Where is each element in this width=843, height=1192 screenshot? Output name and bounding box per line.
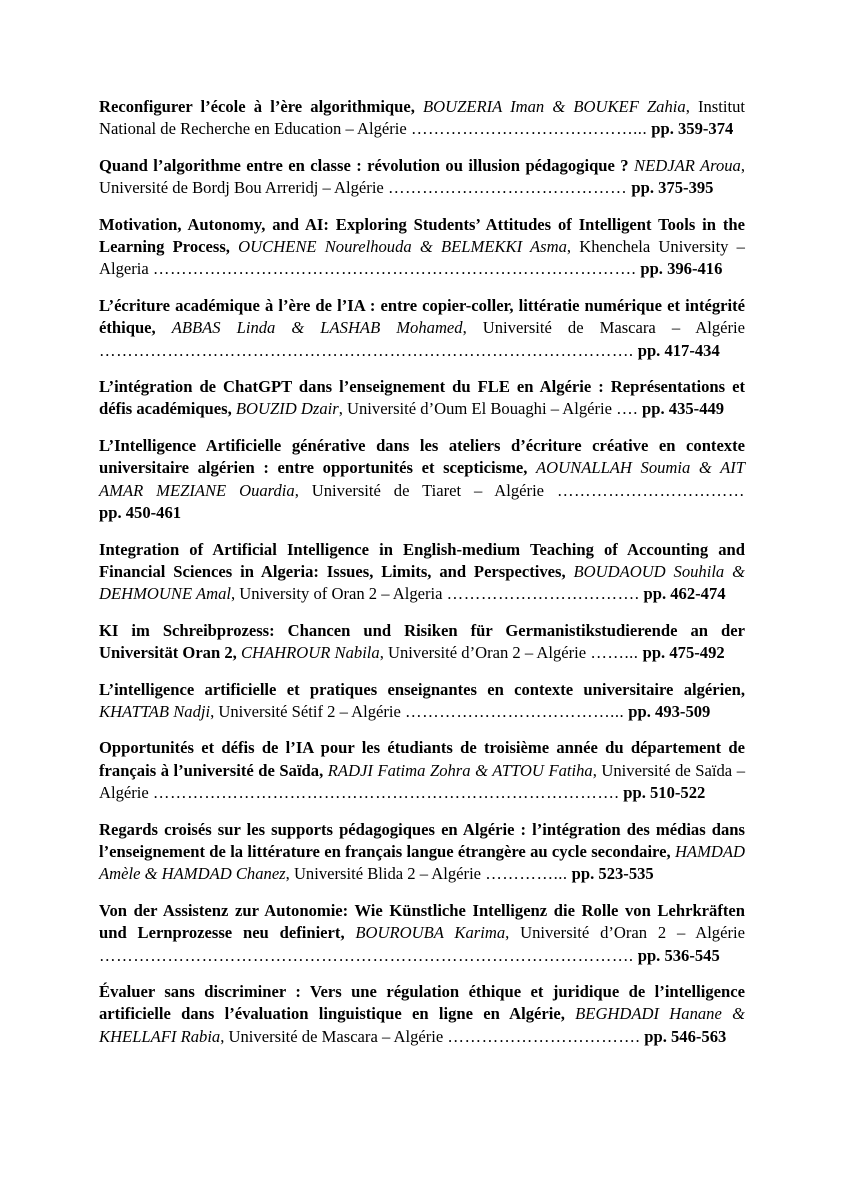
entry-authors: HAMDAD Amèle & HAMDAD Chanez (99, 841, 745, 884)
toc-entry (99, 376, 745, 421)
entry-dot-leader: …………………………………… (387, 178, 628, 198)
toc-entry (99, 620, 745, 665)
entry-authors: KHATTAB Nadji (99, 701, 211, 721)
entry-affiliation: , Khenchela University – Algeria (99, 237, 745, 279)
entry-title: KI im Schreibprozess: Chancen und Risiken für Germanistikstudierende an der Universität Oran 2, (99, 620, 745, 663)
entry-authors: BEGHDADI Hanane & KHELLAFI Rabia (99, 1004, 746, 1046)
entry-pages: pp. 546-563 (640, 1026, 727, 1046)
entry-authors: ABBAS Linda & LASHAB Mohamed (171, 318, 463, 338)
entry-title: Regards croisés sur les supports pédagogiques en Algérie : l’intégration des médias dans l’enseignement de la littérature en français langue étrangère au cycle secondaire, (99, 819, 745, 861)
entry-pages: pp. 493-509 (624, 701, 711, 721)
entry-authors: BOUZID Dzair (235, 399, 339, 419)
entry-dot-leader: ……………………………. (447, 1026, 641, 1046)
toc-entry (99, 981, 745, 1048)
entry-dot-leader: ……... (590, 643, 639, 663)
entry-authors: BOUZERIA Iman & BOUKEF Zahia (423, 97, 686, 116)
toc-entry (99, 737, 745, 804)
entry-affiliation: , Université Blida 2 – Algérie (285, 864, 486, 884)
toc-entry (99, 435, 745, 525)
entry-title: Quand l’algorithme entre en classe : révolution ou illusion pédagogique ? (99, 155, 635, 175)
entry-affiliation: , Université d’Oran 2 – Algérie (379, 643, 591, 663)
entry-dot-leader: …. (616, 399, 638, 419)
toc-entry (99, 96, 745, 141)
entry-dot-leader: …………………………………………………………………………………. (99, 945, 634, 965)
entry-affiliation: , Université de Tiaret – Algérie (294, 480, 557, 500)
entry-pages: pp. 417-434 (633, 340, 720, 360)
entry-pages: pp. 510-522 (619, 783, 706, 803)
entry-title: L’intégration de ChatGPT dans l’enseignement du FLE en Algérie : Représentations et défis académiques, (99, 377, 745, 419)
entry-dot-leader: …………………………………………………………………………………. (99, 340, 634, 360)
entry-pages: pp. 475-492 (638, 643, 725, 663)
entry-title: Von der Assistenz zur Autonomie: Wie Künstliche Intelligenz die Rolle von Lehrkräften und Lernprozesse neu definiert, (99, 900, 745, 943)
entry-affiliation: , Université de Mascara – Algérie (462, 318, 745, 338)
entry-dot-leader: ……………………………. (446, 584, 640, 604)
entry-authors: CHAHROUR Nabila (240, 643, 380, 663)
entry-affiliation: , Université d’Oum El Bouaghi – Algérie (338, 399, 617, 419)
entry-title: Évaluer sans discriminer : Vers une régulation éthique et juridique de l’intelligence artificielle dans l’évaluation linguistique en ligne en Algérie, (99, 982, 745, 1024)
entry-pages: pp. 523-535 (567, 864, 654, 884)
entry-authors: RADJI Fatima Zohra & ATTOU Fatiha (327, 760, 593, 780)
entry-dot-leader: ………………………………... (405, 701, 625, 721)
toc-entry (99, 900, 745, 967)
entry-pages: pp. 359-374 (647, 119, 734, 139)
entry-pages: pp. 462-474 (639, 584, 726, 604)
entry-affiliation: , Université d’Oran 2 – Algérie (505, 923, 745, 943)
entry-affiliation: , Université Sétif 2 – Algérie (210, 701, 406, 721)
entry-title: L’Intelligence Artificielle générative dans les ateliers d’écriture créative en contexte universitaire algérien : entre opportunités et scepticisme, (99, 435, 745, 478)
entry-title: Reconfigurer l’école à l’ère algorithmique, (99, 97, 424, 116)
toc-entry (99, 819, 745, 886)
entry-dot-leader: ………………………………………………………………………. (152, 783, 620, 803)
entry-pages: pp. 396-416 (636, 259, 723, 279)
entry-pages: pp. 450-461 (99, 503, 182, 523)
entry-dot-leader: …………………………… (556, 480, 745, 500)
toc-entry (99, 679, 745, 724)
entry-title: Motivation, Autonomy, and AI: Exploring Students’ Attitudes of Intelligent Tools in the Learning Process, (99, 214, 745, 257)
entry-authors: AOUNALLAH Soumia & AIT AMAR MEZIANE Ouardia (99, 458, 745, 500)
entry-pages: pp. 375-395 (627, 178, 714, 198)
entry-authors: BOUDAOUD Souhila & DEHMOUNE Amal (99, 561, 745, 604)
entry-affiliation: , Institut National de Recherche en Education – Algérie (99, 97, 745, 139)
entry-title: L’écriture académique à l’ère de l’IA : entre copier-coller, littératie numérique et intégrité éthique, (99, 295, 745, 338)
toc-entry (99, 539, 745, 606)
toc-entry (99, 214, 745, 281)
toc-entry (99, 155, 745, 200)
entry-authors: NEDJAR Aroua (634, 155, 741, 175)
toc-page (99, 96, 745, 1062)
entry-dot-leader: …………………………………………………………………………. (152, 259, 637, 279)
entry-pages: pp. 536-545 (633, 945, 720, 965)
entry-authors: BOUROUBA Karima (355, 923, 506, 943)
toc-entry (99, 295, 745, 362)
entry-authors: OUCHENE Nourelhouda & BELMEKKI Asma (238, 237, 567, 257)
entry-affiliation: , University of Oran 2 – Algeria (230, 584, 447, 604)
entry-affiliation: , Université de Mascara – Algérie (220, 1026, 448, 1046)
entry-title: Opportunités et défis de l’IA pour les étudiants de troisième année du département de français à l’université de Saïda, (99, 738, 745, 780)
entry-affiliation: , Université de Saïda – Algérie (99, 760, 745, 803)
entry-dot-leader: …………………………………... (410, 119, 648, 139)
entry-dot-leader: …………... (485, 864, 568, 884)
entry-title: Integration of Artificial Intelligence in English-medium Teaching of Accounting and Financial Sciences in Algeria: Issues, Limits, and Perspectives, (99, 539, 745, 581)
entry-pages: pp. 435-449 (637, 399, 725, 419)
entry-affiliation: , Université de Bordj Bou Arreridj – Algérie (99, 155, 746, 198)
entry-title: L’intelligence artificielle et pratiques enseignantes en contexte universitaire algérien, (99, 679, 745, 699)
